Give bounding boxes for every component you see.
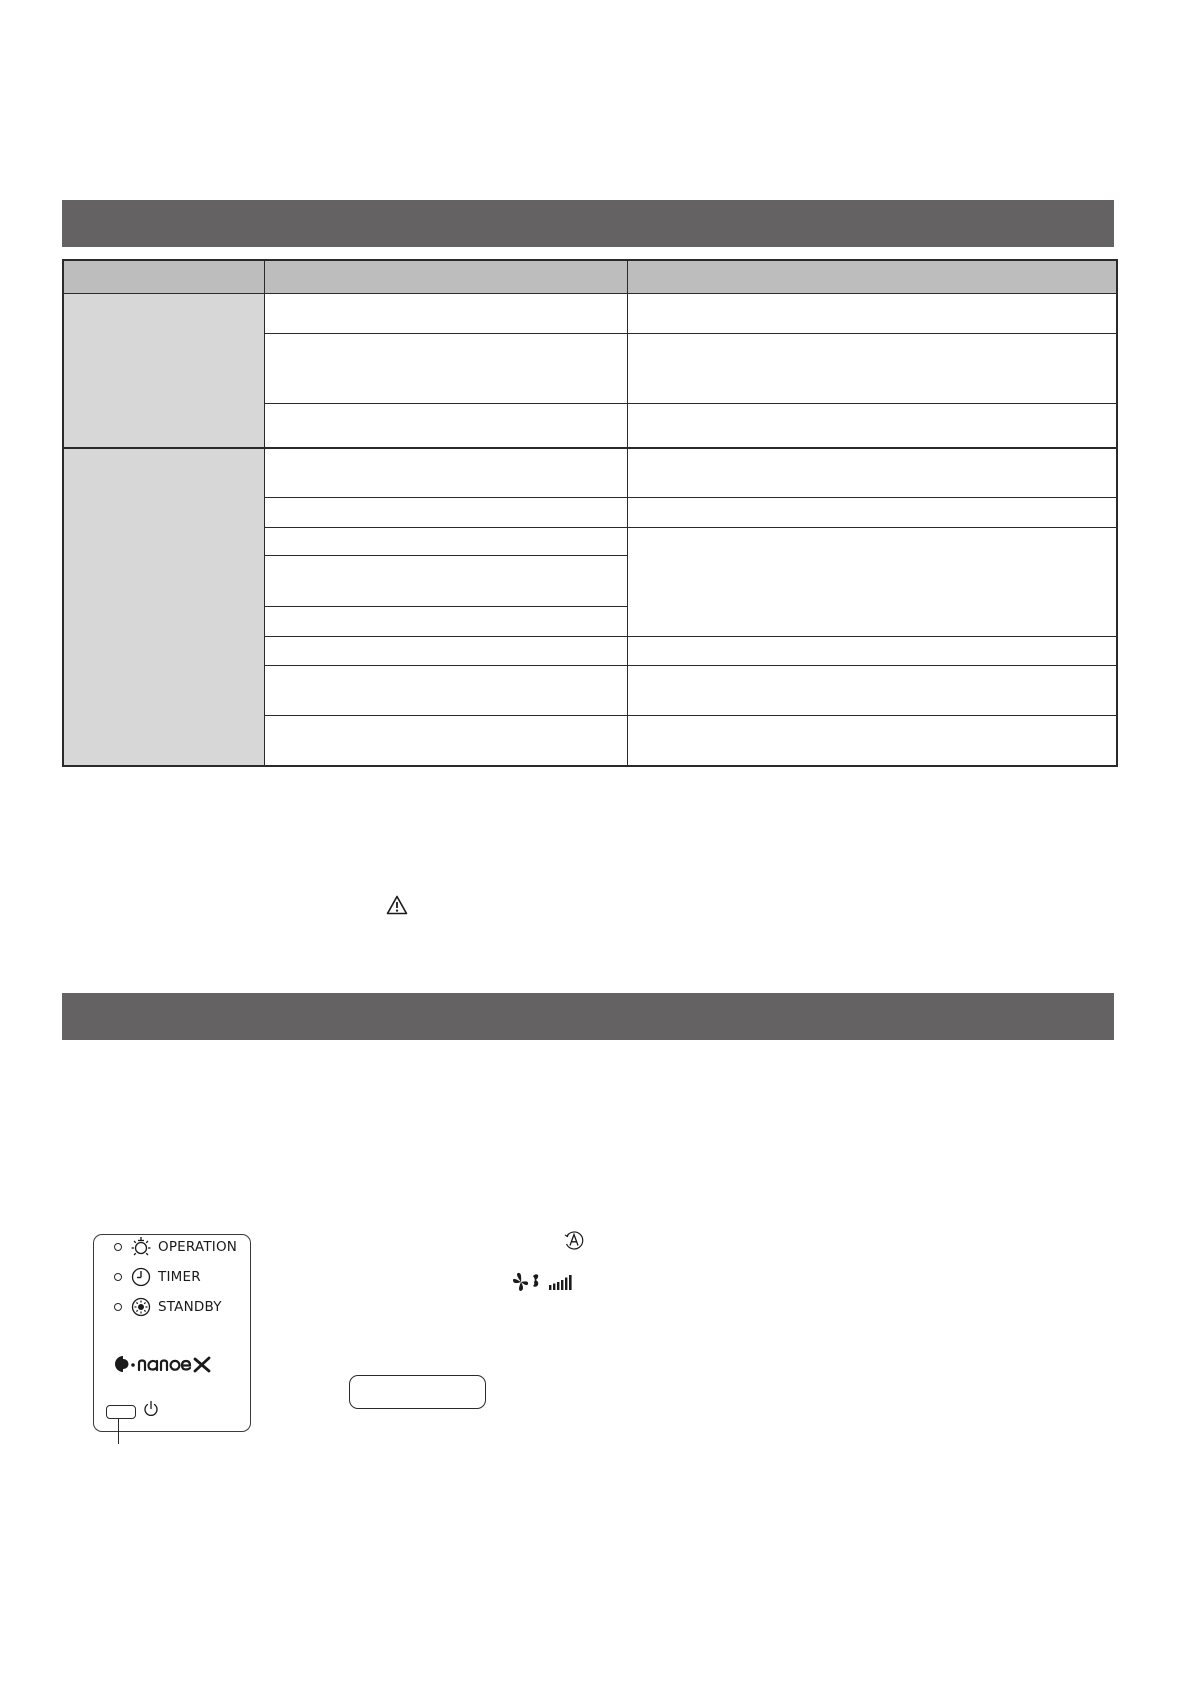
table-cell <box>627 666 1117 716</box>
table-cell <box>264 404 627 448</box>
troubleshooting-table <box>62 259 1118 767</box>
table-cell <box>264 498 627 528</box>
table-cell <box>264 607 627 637</box>
signal-level-icon <box>548 1273 574 1291</box>
table-cell <box>264 448 627 498</box>
header-cell-condition <box>63 260 264 294</box>
section-header-band-indicators <box>62 993 1114 1040</box>
table-cell <box>627 448 1117 498</box>
table-cell <box>627 404 1117 448</box>
table-cell <box>264 294 627 334</box>
operation-label: OPERATION <box>158 1239 238 1255</box>
timer-led <box>114 1273 122 1281</box>
indicator-panel <box>93 1234 251 1432</box>
indicator-timer <box>114 1266 201 1288</box>
fan-speed-icon <box>512 1272 540 1292</box>
table-cell <box>627 498 1117 528</box>
indicator-standby <box>114 1296 222 1318</box>
leader-line <box>118 1418 119 1444</box>
table-row <box>63 294 1117 334</box>
standby-led <box>114 1303 122 1311</box>
table-cell <box>264 556 627 607</box>
header-cell-remedy <box>627 260 1117 294</box>
operation-led <box>114 1243 122 1251</box>
power-button[interactable] <box>106 1405 136 1419</box>
table-cell <box>627 716 1117 766</box>
indicator-operation <box>114 1236 237 1258</box>
table-header-row <box>63 260 1117 294</box>
table-cell <box>264 528 627 556</box>
table-cell-merged <box>627 528 1117 637</box>
sun-bulb-icon <box>130 1236 152 1258</box>
table-row <box>63 448 1117 498</box>
display-button-outline <box>349 1375 486 1409</box>
table-cell <box>264 716 627 766</box>
group-cell <box>63 448 264 766</box>
table-cell <box>264 637 627 666</box>
timer-label: TIMER <box>158 1269 201 1285</box>
standby-sun-icon <box>130 1296 152 1318</box>
header-cell-cause <box>264 260 627 294</box>
nanoex-logo <box>113 1353 221 1375</box>
table-cell <box>627 637 1117 666</box>
power-icon <box>142 1400 160 1418</box>
warning-triangle-icon <box>386 895 408 915</box>
section-header-band-troubleshooting <box>62 200 1114 247</box>
table-cell <box>627 334 1117 404</box>
table-cell <box>264 666 627 716</box>
table-cell <box>264 334 627 404</box>
standby-label: STANDBY <box>158 1299 222 1315</box>
auto-mode-icon <box>563 1229 585 1251</box>
clock-icon <box>130 1266 152 1288</box>
table-cell <box>627 294 1117 334</box>
group-cell <box>63 294 264 448</box>
